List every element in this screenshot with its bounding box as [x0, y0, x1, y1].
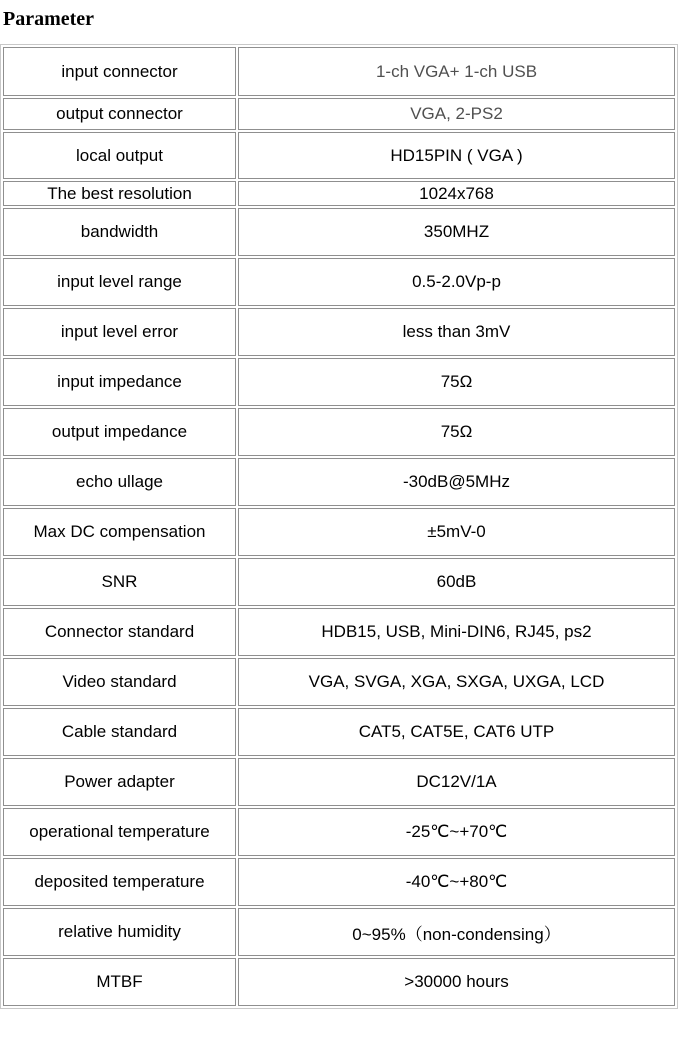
param-value: CAT5, CAT5E, CAT6 UTP — [238, 708, 675, 756]
param-value: HDB15, USB, Mini-DIN6, RJ45, ps2 — [238, 608, 675, 656]
param-label: output connector — [3, 98, 236, 130]
param-label: input connector — [3, 47, 236, 96]
param-value: 0.5-2.0Vp-p — [238, 258, 675, 306]
table-row — [3, 558, 675, 606]
param-value: -30dB@5MHz — [238, 458, 675, 506]
page-heading: Parameter — [3, 8, 95, 30]
table-row — [3, 658, 675, 706]
param-label: local output — [3, 132, 236, 179]
table-row — [3, 458, 675, 506]
table-row — [3, 758, 675, 806]
param-label: Power adapter — [3, 758, 236, 806]
param-value: 0~95%（non-condensing） — [238, 908, 675, 956]
table-row — [3, 181, 675, 206]
param-value: 350MHZ — [238, 208, 675, 256]
param-label: MTBF — [3, 958, 236, 1006]
param-label: Cable standard — [3, 708, 236, 756]
param-value: VGA, SVGA, XGA, SXGA, UXGA, LCD — [238, 658, 675, 706]
param-label: Max DC compensation — [3, 508, 236, 556]
table-row — [3, 358, 675, 406]
table-row — [3, 98, 675, 130]
param-value: 1024x768 — [238, 181, 675, 206]
table-row — [3, 958, 675, 1006]
param-value: HD15PIN ( VGA ) — [238, 132, 675, 179]
param-label: SNR — [3, 558, 236, 606]
param-value: 60dB — [238, 558, 675, 606]
param-label: input impedance — [3, 358, 236, 406]
param-value: 75Ω — [238, 358, 675, 406]
param-label: output impedance — [3, 408, 236, 456]
table-row — [3, 858, 675, 906]
param-value: 1-ch VGA+ 1-ch USB — [238, 47, 675, 96]
param-value: 75Ω — [238, 408, 675, 456]
table-row — [3, 508, 675, 556]
param-label: operational temperature — [3, 808, 236, 856]
table-row — [3, 708, 675, 756]
param-value: ±5mV-0 — [238, 508, 675, 556]
param-label: Connector standard — [3, 608, 236, 656]
param-value: -25℃~+70℃ — [238, 808, 675, 856]
parameter-table-body — [3, 47, 675, 1006]
param-label: Video standard — [3, 658, 236, 706]
param-label: echo ullage — [3, 458, 236, 506]
param-label: input level error — [3, 308, 236, 356]
table-row — [3, 258, 675, 306]
table-row — [3, 608, 675, 656]
table-row — [3, 908, 675, 956]
table-row — [3, 308, 675, 356]
param-value: VGA, 2-PS2 — [238, 98, 675, 130]
param-value: >30000 hours — [238, 958, 675, 1006]
table-row — [3, 208, 675, 256]
param-label: bandwidth — [3, 208, 236, 256]
param-value: less than 3mV — [238, 308, 675, 356]
param-label: input level range — [3, 258, 236, 306]
table-row — [3, 47, 675, 96]
table-row — [3, 132, 675, 179]
param-label: deposited temperature — [3, 858, 236, 906]
param-label: The best resolution — [3, 181, 236, 206]
param-label: relative humidity — [3, 908, 236, 956]
param-value: DC12V/1A — [238, 758, 675, 806]
table-row — [3, 808, 675, 856]
table-row — [3, 408, 675, 456]
parameter-table — [0, 44, 678, 1009]
param-value: -40℃~+80℃ — [238, 858, 675, 906]
